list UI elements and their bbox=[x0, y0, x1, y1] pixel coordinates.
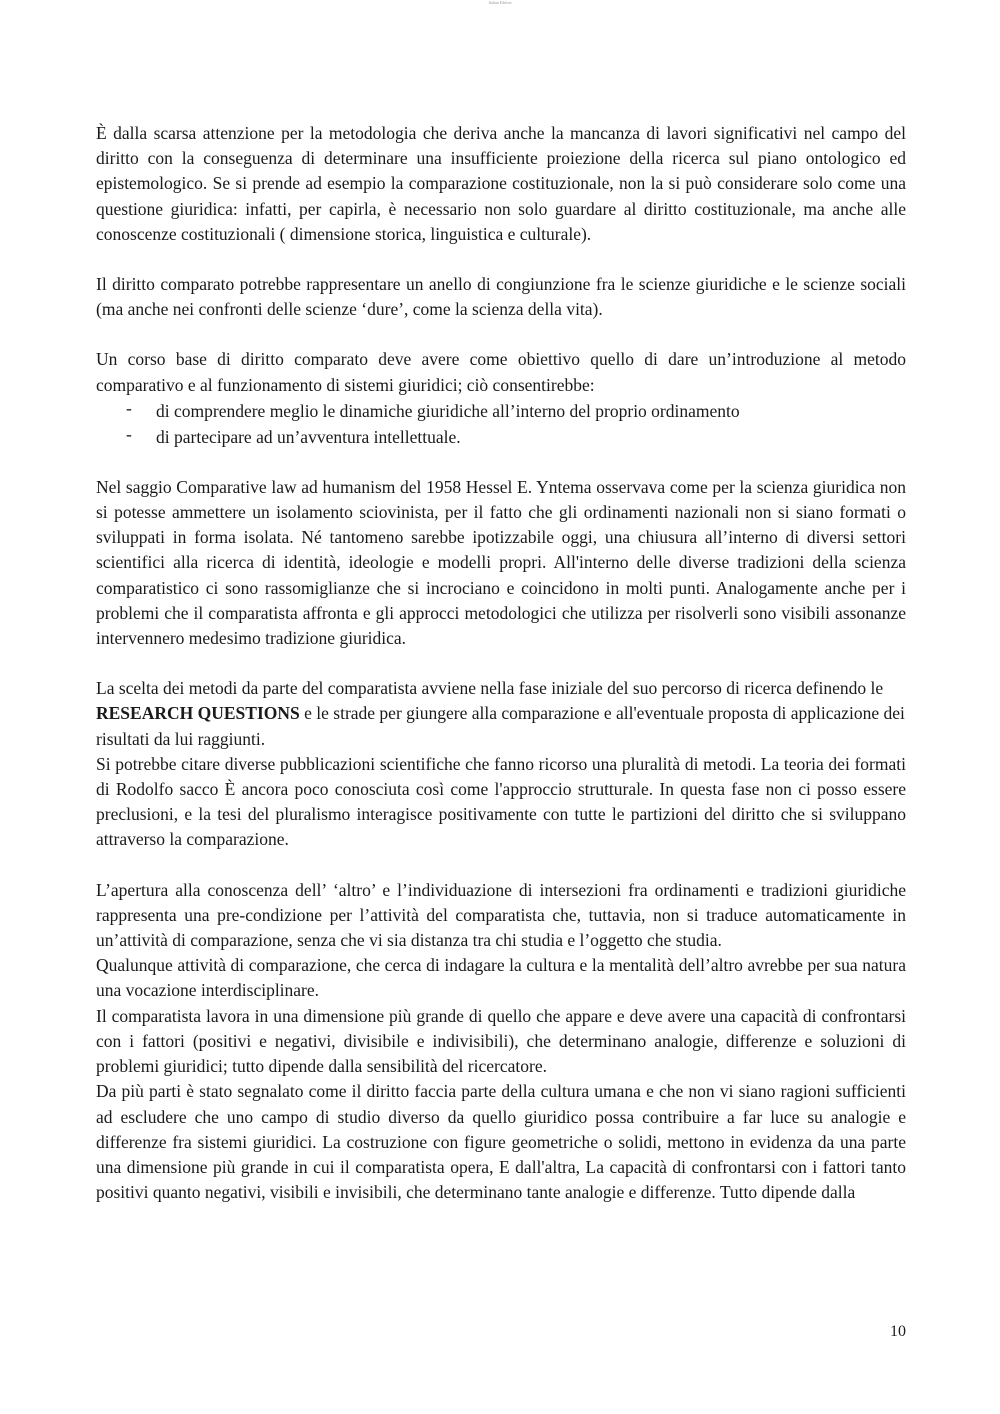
dash-bullet-icon: - bbox=[126, 423, 132, 444]
list-item bbox=[96, 398, 906, 424]
research-questions-emphasis: RESEARCH QUESTIONS bbox=[96, 703, 300, 724]
paragraph-basic-course: Un corso base di diritto comparato deve avere come obiettivo quello di dare un’introduzione al metodo comparativo e al funzionamento di sistemi giuridici; ciò consentirebbe: bbox=[96, 349, 906, 395]
paragraph-openness-to-other: L’apertura alla conoscenza dell’ ‘altro’ e l’individuazione di intersezioni fra ordinamenti e tradizioni giuridiche rappresenta una pre-condizione per l’attività del comparatista che, tuttavia, non si traduce automaticamente in un’attività di comparazione, senza che vi sia distanza tra chi studia e l’oggetto che studia. bbox=[96, 879, 906, 951]
paragraph-plurality-of-methods: Si potrebbe citare diverse pubblicazioni scientifiche che fanno ricorso una pluralità di metodi. La teoria dei formati di Rodolfo sacco È ancora poco conosciuta così come l'approccio strutturale. In questa fase non ci posso essere preclusioni, e la tesi del pluralismo interagisce positivamente con tutte le partizioni del diritto che si sviluppano attraverso la comparazione. bbox=[96, 753, 906, 850]
list-item bbox=[96, 424, 906, 450]
paragraph-comparative-law-link: Il diritto comparato potrebbe rappresentare un anello di congiunzione fra le scienze giuridiche e le scienze sociali (ma anche nei confronti delle scienze ‘dure’, come la scienza della vita). bbox=[96, 274, 906, 320]
paragraph-comparatist-dimension: Il comparatista lavora in una dimensione più grande di quello che appare e deve avere una capacità di confrontarsi con i fattori (positivi e negativi, divisibile e indivisibili), che determinano analogie, differenze e soluzioni di problemi giuridici; tutto dipende dalla sensibilità del ricercatore. bbox=[96, 1005, 906, 1077]
paragraph-yntema-essay: Nel saggio Comparative law ad humanism del 1958 Hessel E. Yntema osservava come per la scienza giuridica non si potesse ammettere un isolamento sciovinista, per il fatto che gli ordinamenti nazionali non si siano formati o sviluppati in forma isolata. Né tantomeno sarebbe ipotizzabile oggi, una chiusura all’interno di diversi settori scientifici alla ricerca di identità, ideologie e modelli propri. All'interno delle diverse tradizioni della scienza comparatistico ci sono rassomiglianze che si incrociano e coincidono in molti punti. Analogamente anche per i problemi che il comparatista affronta e gli approcci metodologici che utilizza per risolverli sono visibili assonanze intervennero medesimo tradizione giuridica. bbox=[96, 476, 906, 649]
list-item-text: di partecipare ad un’avventura intellettuale. bbox=[156, 426, 461, 447]
paragraph-interdisciplinary: Qualunque attività di comparazione, che cerca di indagare la cultura e la mentalità dell’altro avrebbe per sua natura una vocazione interdisciplinare. bbox=[96, 955, 906, 1001]
document-body bbox=[96, 121, 906, 1205]
paragraph-research-questions bbox=[96, 676, 906, 752]
text-span: e le strade per giungere alla comparazione e all'eventuale proposta di applicazione dei risultati da lui raggiunti. bbox=[96, 703, 905, 749]
dash-bullet-icon: - bbox=[126, 397, 132, 418]
list-item-text: di comprendere meglio le dinamiche giuridiche all’interno del proprio ordinamento bbox=[156, 400, 740, 421]
page-number: 10 bbox=[890, 1323, 906, 1340]
objectives-list bbox=[96, 398, 906, 450]
paragraph-methodology: È dalla scarsa attenzione per la metodologia che deriva anche la mancanza di lavori significativi nel campo del diritto con la conseguenza di determinare una insufficiente proiezione della ricerca sul piano ontologico ed epistemologico. Se si prende ad esempio la comparazione costituzionale, non la si può considerare solo come una questione giuridica: infatti, per capirla, è necessario non solo guardare al diritto costituzionale, ma anche alle conoscenze costituzionali ( dimensione storica, linguistica e culturale). bbox=[96, 123, 906, 244]
page-header-mark: Italian Edition bbox=[488, 0, 512, 5]
text-span: La scelta dei metodi da parte del comparatista avviene nella fase iniziale del suo percorso di ricerca definendo le bbox=[96, 678, 884, 699]
paragraph-law-and-culture: Da più parti è stato segnalato come il diritto faccia parte della cultura umana e che non vi siano ragioni sufficienti ad escludere che uno campo di studio diverso da quello giuridico possa contribuire a far luce su analogie e differenze fra sistemi giuridici. La costruzione con figure geometriche o solidi, mettono in evidenza da una parte una dimensione più grande in cui il comparatista opera, E dall'altra, La capacità di confrontarsi con i fattori tanto positivi quanto negativi, visibili e invisibili, che determinano tante analogie e differenze. Tutto dipende dalla bbox=[96, 1081, 906, 1203]
